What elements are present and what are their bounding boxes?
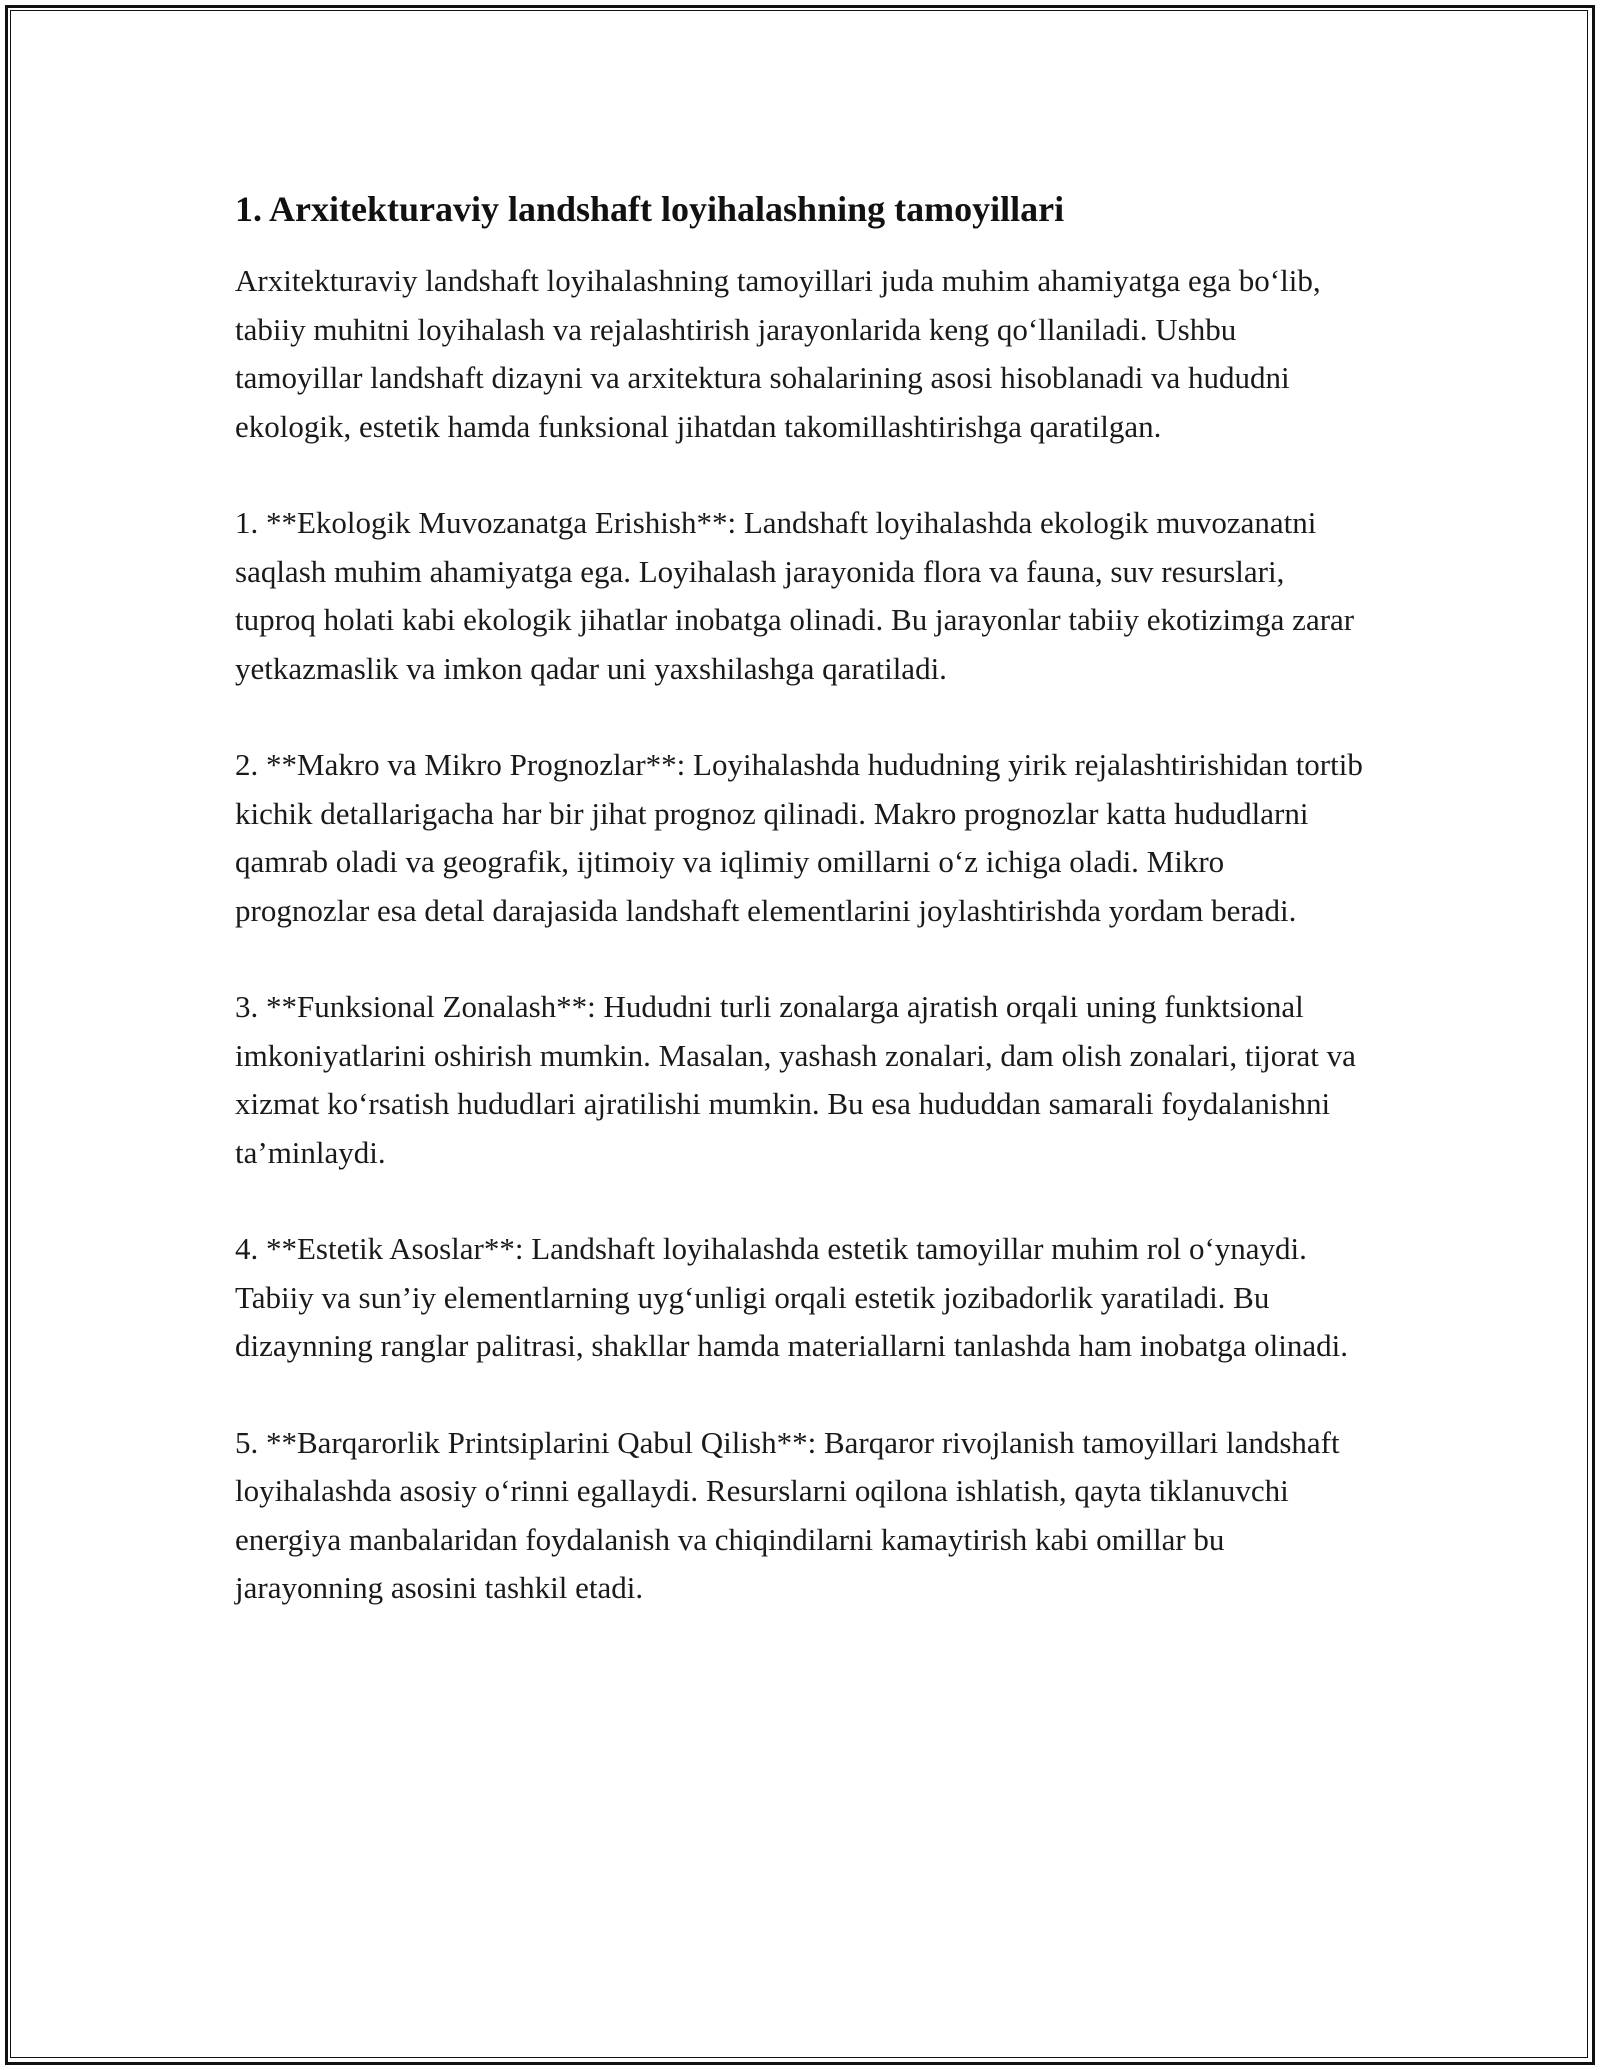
principle-paragraph-functional-zoning: 3. **Funksional Zonalash**: Hududni turli zonalarga ajratish orqali uning funktsional imkoniyatlarini oshirish mumkin. Masalan, yashash zonalari, dam olish zonalari, tijorat va xizmat ko‘rsatish hududlari ajratilishi mumkin. Bu esa hududdan samarali foydalanishni ta’minlaydi.	[235, 989, 1356, 1170]
intro-paragraph: Arxitekturaviy landshaft loyihalashning tamoyillari juda muhim ahamiyatga ega bo‘lib, tabiiy muhitni loyihalash va rejalashtirish jarayonlarida keng qo‘llaniladi. Ushbu tamoyillar landshaft dizayni va arxitektura sohalarining asosi hisoblanadi va hududni ekologik, estetik hamda funksional jihatdan takomillashtirishga qaratilgan.	[235, 263, 1321, 444]
document-body	[235, 185, 1365, 1661]
principle-paragraph-macro-micro-forecasts: 2. **Makro va Mikro Prognozlar**: Loyihalashda hududning yirik rejalashtirishidan tortib kichik detallarigacha har bir jihat prognoz qilinadi. Makro prognozlar katta hududlarni qamrab oladi va geografik, ijtimoiy va iqlimiy omillarni o‘z ichiga oladi. Mikro prognozlar esa detal darajasida landshaft elementlarini joylashtirishda yordam beradi.	[235, 747, 1363, 928]
principle-paragraph-sustainability: 5. **Barqarorlik Printsiplarini Qabul Qilish**: Barqaror rivojlanish tamoyillari landshaft loyihalashda asosiy o‘rinni egallaydi. Resurslarni oqilona ishlatish, qayta tiklanuvchi energiya manbalaridan foydalanish va chiqindilarni kamaytirish kabi omillar bu jarayonning asosini tashkil etadi.	[235, 1424, 1340, 1605]
principle-paragraph-aesthetic-foundations: 4. **Estetik Asoslar**: Landshaft loyihalashda estetik tamoyillar muhim rol o‘ynaydi. Tabiiy va sun’iy elementlarning uyg‘unligi orqali estetik jozibadorlik yaratiladi. Bu dizaynning ranglar palitrasi, shakllar hamda materiallarni tanlashda ham inobatga olinadi.	[235, 1231, 1349, 1363]
section-heading: 1. Arxitekturaviy landshaft loyihalashning tamoyillari	[235, 189, 1065, 229]
principle-paragraph-ecological-balance: 1. **Ekologik Muvozanatga Erishish**: Landshaft loyihalashda ekologik muvozanatni saqlash muhim ahamiyatga ega. Loyihalash jarayonida flora va fauna, suv resurslari, tuproq holati kabi ekologik jihatlar inobatga olinadi. Bu jarayonlar tabiiy ekotizimga zarar yetkazmaslik va imkon qadar uni yaxshilashga qaratiladi.	[235, 505, 1355, 686]
